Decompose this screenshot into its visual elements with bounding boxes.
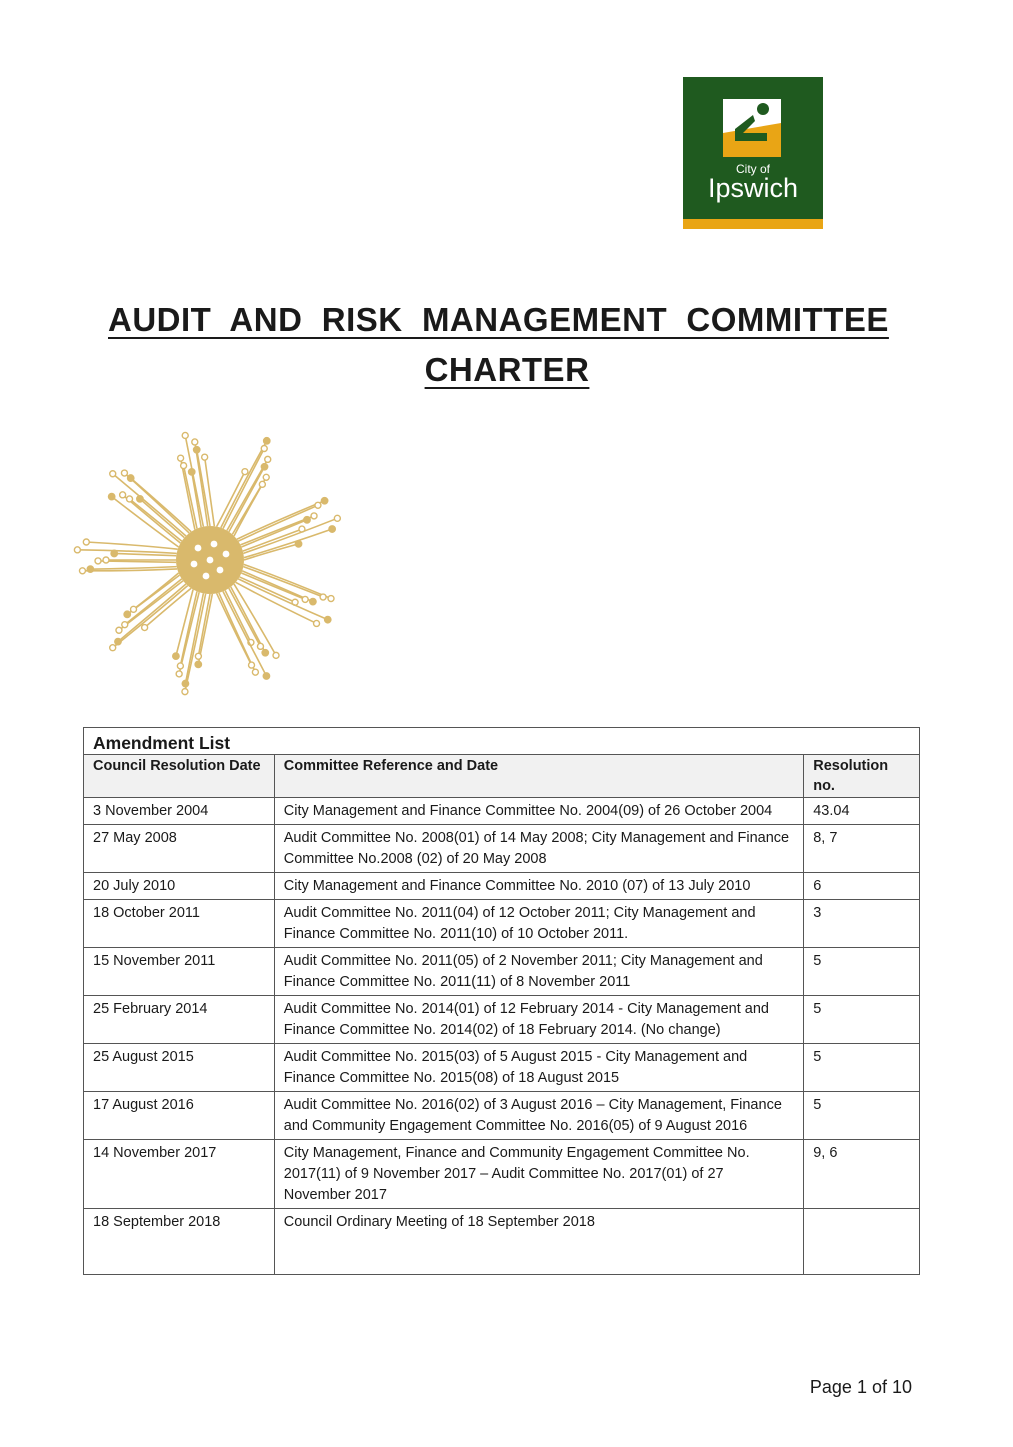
- header-council-resolution-date: Council Resolution Date: [84, 755, 275, 798]
- row-reference: Audit Committee No. 2011(05) of 2 November 2011; City Management and Finance Committee No. 2011(11) of 8 November 2011: [274, 948, 803, 996]
- city-of-ipswich-logo: [683, 77, 823, 229]
- row-date: 17 August 2016: [84, 1092, 275, 1140]
- row-reference: Audit Committee No. 2008(01) of 14 May 2008; City Management and Finance Committee No.2008 (02) of 20 May 2008: [274, 825, 803, 873]
- row-resolution: 6: [804, 873, 920, 900]
- row-reference: City Management and Finance Committee No. 2004(09) of 26 October 2004: [274, 798, 803, 825]
- row-date: 14 November 2017: [84, 1140, 275, 1209]
- amendment-list-table: [83, 727, 920, 1275]
- title-line-1: AUDIT AND RISK MANAGEMENT COMMITTEE: [108, 301, 889, 338]
- row-resolution: 3: [804, 900, 920, 948]
- header-committee-reference: Committee Reference and Date: [274, 755, 803, 798]
- table-row: [84, 1209, 920, 1275]
- row-reference: Audit Committee No. 2016(02) of 3 August 2016 – City Management, Finance and Community Engagement Committee No. 2016(05) of 9 August 2016: [274, 1092, 803, 1140]
- sunburst-icon: [66, 423, 356, 698]
- row-reference: City Management and Finance Committee No. 2010 (07) of 13 July 2010: [274, 873, 803, 900]
- logo-city-of-text: City of: [735, 162, 771, 176]
- table-row: [84, 825, 920, 873]
- table-row: [84, 1140, 920, 1209]
- row-reference: Audit Committee No. 2011(04) of 12 October 2011; City Management and Finance Committee No. 2011(10) of 10 October 2011.: [274, 900, 803, 948]
- row-resolution: [804, 1209, 920, 1275]
- row-reference: Audit Committee No. 2014(01) of 12 February 2014 - City Management and Finance Committee No. 2014(02) of 18 February 2014. (No change): [274, 996, 803, 1044]
- table-caption: Amendment List: [84, 728, 920, 755]
- row-resolution: 9, 6: [804, 1140, 920, 1209]
- row-resolution: 5: [804, 1092, 920, 1140]
- row-date: 18 September 2018: [84, 1209, 275, 1275]
- header-resolution-no: Resolution no.: [804, 755, 920, 798]
- table-row: [84, 996, 920, 1044]
- row-reference: City Management, Finance and Community Engagement Committee No. 2017(11) of 9 November 2017 – Audit Committee No. 2017(01) of 27 November 2017: [274, 1140, 803, 1209]
- row-date: 25 February 2014: [84, 996, 275, 1044]
- table-row: [84, 900, 920, 948]
- row-date: 25 August 2015: [84, 1044, 275, 1092]
- row-resolution: 5: [804, 1044, 920, 1092]
- title-line-2: CHARTER: [424, 351, 590, 388]
- row-reference: Audit Committee No. 2015(03) of 5 August 2015 - City Management and Finance Committee No. 2015(08) of 18 August 2015: [274, 1044, 803, 1092]
- row-resolution: 43.04: [804, 798, 920, 825]
- row-resolution: 5: [804, 948, 920, 996]
- row-date: 15 November 2011: [84, 948, 275, 996]
- row-reference: Council Ordinary Meeting of 18 September 2018: [274, 1209, 803, 1275]
- page-number: Page 1 of 10: [809, 1377, 912, 1397]
- table-row: [84, 1044, 920, 1092]
- row-date: 3 November 2004: [84, 798, 275, 825]
- table-row: [84, 798, 920, 825]
- row-date: 18 October 2011: [84, 900, 275, 948]
- row-resolution: 8, 7: [804, 825, 920, 873]
- table-row: [84, 873, 920, 900]
- table-row: [84, 948, 920, 996]
- logo-ipswich-text: Ipswich: [707, 173, 799, 203]
- row-resolution: 5: [804, 996, 920, 1044]
- row-date: 20 July 2010: [84, 873, 275, 900]
- table-row: [84, 1092, 920, 1140]
- row-date: 27 May 2008: [84, 825, 275, 873]
